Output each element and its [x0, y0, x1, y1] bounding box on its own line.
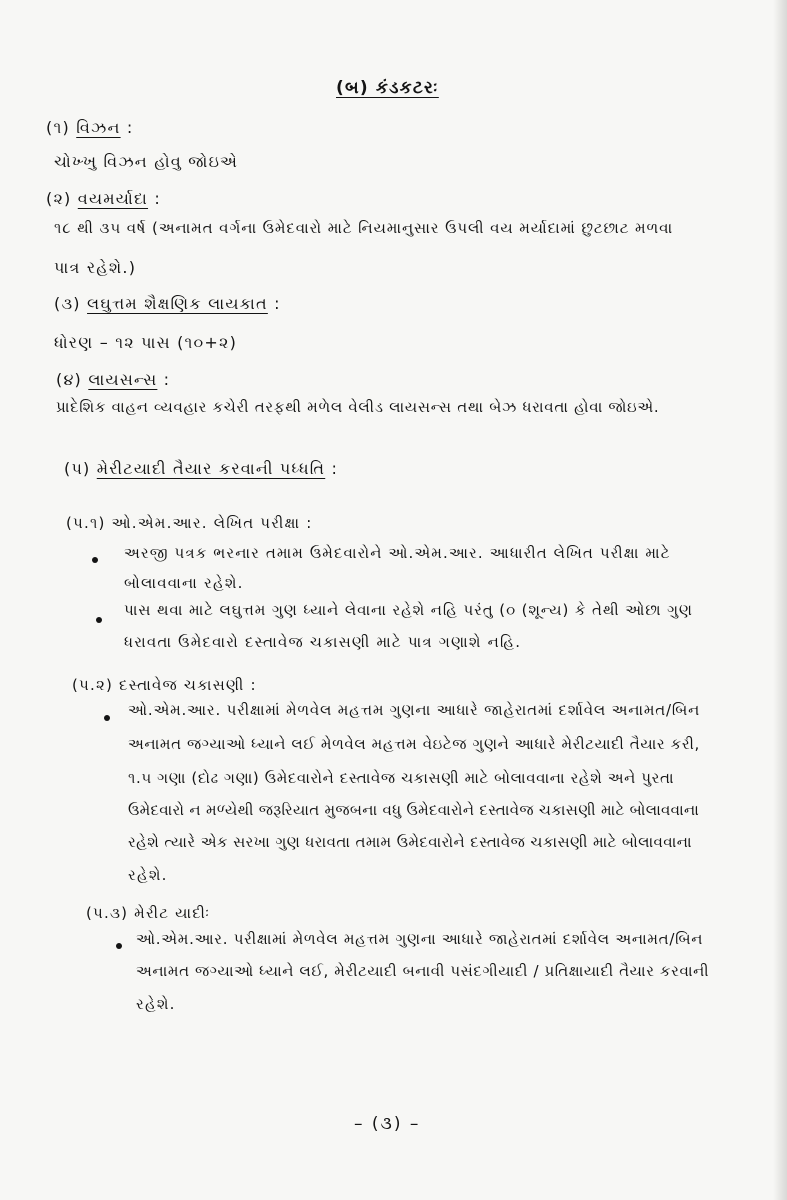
subsection-5-3-line-3: રહેશે.	[136, 995, 176, 1013]
bullet-5-1-b	[96, 617, 102, 623]
subsection-5-2-line-4: ઉમેદવારો ન મળ્યેથી જરૂરિયાત મુજબના વધુ ઉમેદવારોને દસ્તાવેજ ચકાસણી માટે બોલાવવાના	[128, 801, 700, 819]
section-1-number: (૧)	[46, 118, 70, 137]
bullet-5-3	[116, 943, 122, 949]
subsection-5-2-label: (પ.૨) દસ્તાવેજ ચકાસણી :	[72, 676, 257, 694]
subsection-5-1-bullet-2-line-1: પાસ થવા માટે લઘુત્તમ ગુણ ધ્યાને લેવાના રહેશે નહિ પરંતુ (૦ (શૂન્ય) કે તેથી ઓછા ગુણ	[124, 601, 693, 619]
subsection-5-3-label: (પ.૩) મેરીટ યાદીઃ	[86, 904, 211, 922]
section-5-colon: :	[331, 459, 339, 478]
section-4-colon: :	[163, 370, 171, 389]
section-2-heading	[46, 189, 161, 209]
bullet-5-2	[104, 715, 110, 721]
section-4-number: (૪)	[56, 370, 83, 389]
section-2-body-line-1: ૧૮ થી ૩૫ વર્ષ (અનામત વર્ગના ઉમેદવારો માટે નિયમાનુસાર ઉપલી વય મર્યાદામાં છુટછાટ મળવા	[54, 219, 674, 237]
section-5-heading	[64, 459, 338, 479]
page-number: – (૩) –	[354, 1114, 421, 1134]
subsection-5-2-line-1: ઓ.એમ.આર. પરીક્ષામાં મેળવેલ મહત્તમ ગુણના આધારે જાહેરાતમાં દર્શાવેલ અનામત/બિન	[128, 701, 701, 719]
subsection-5-2-line-2: અનામત જગ્યાઓ ધ્યાને લઈ મેળવેલ મહત્તમ વેઇટેજ ગુણને આધારે મેરીટયાદી તૈયાર કરી,	[128, 735, 700, 753]
section-3-heading	[54, 294, 281, 314]
section-3-colon: :	[274, 294, 281, 313]
subsection-5-2-line-5: રહેશે ત્યારે એક સરખા ગુણ ધરાવતા તમામ ઉમેદવારોને દસ્તાવેજ ચકાસણી માટે બોલાવવાના	[128, 833, 692, 851]
subsection-5-1-bullet-1-line-1: અરજી પત્રક ભરનાર તમામ ઉમેદવારોને ઓ.એમ.આર. આધારીત લેખિત પરીક્ષા માટે	[124, 544, 671, 562]
section-1-heading	[46, 118, 134, 138]
page-title: (બ) કંડકટરઃ	[336, 78, 439, 98]
section-2-colon: :	[154, 189, 161, 208]
section-3-number: (૩)	[54, 294, 81, 313]
section-1-body: ચોખ્ખુ વિઝન હોવુ જોઇએ	[54, 152, 239, 171]
section-5-title: મેરીટયાદી તૈયાર કરવાની પધ્ધતિ	[96, 459, 326, 478]
page-edge-shadow	[773, 0, 787, 1200]
subsection-5-2-line-3: ૧.૫ ગણા (દોઢ ગણા) ઉમેદવારોને દસ્તાવેજ ચકાસણી માટે બોલાવવાના રહેશે અને પુરતા	[128, 769, 675, 787]
subsection-5-1-bullet-1-line-2: બોલાવવાના રહેશે.	[124, 574, 244, 592]
section-2-number: (૨)	[46, 189, 72, 208]
subsection-5-1-bullet-2-line-2: ધરાવતા ઉમેદવારો દસ્તાવેજ ચકાસણી માટે પાત્ર ગણાશે નહિ.	[124, 633, 522, 651]
section-5-number: (પ)	[64, 459, 91, 478]
section-2-body-line-2: પાત્ર રહેશે.)	[54, 258, 137, 277]
section-1-title: વિઝન	[76, 118, 121, 137]
section-4-body: પ્રાદેશિક વાહન વ્યવહાર કચેરી તરફથી મળેલ વેલીડ લાયસન્સ તથા બેઝ ધરાવતા હોવા જોઇએ.	[56, 398, 660, 416]
subsection-5-1-label: (પ.૧) ઓ.એમ.આર. લેખિત પરીક્ષા :	[66, 514, 313, 532]
section-2-title: વયમર્યાદા	[77, 189, 149, 208]
subsection-5-2-line-6: રહેશે.	[128, 866, 168, 884]
bullet-5-1-a	[92, 557, 98, 563]
section-4-heading	[56, 370, 170, 390]
section-4-title: લાયસન્સ	[88, 370, 158, 389]
section-3-title: લઘુત્તમ શૈક્ષણિક લાયકાત	[87, 294, 268, 313]
subsection-5-3-line-1: ઓ.એમ.આર. પરીક્ષામાં મેળવેલ મહત્તમ ગુણના આધારે જાહેરાતમાં દર્શાવેલ અનામત/બિન	[136, 930, 704, 948]
section-1-colon: :	[126, 118, 134, 137]
section-3-body: ધોરણ – ૧૨ પાસ (૧૦+૨)	[54, 333, 238, 352]
subsection-5-3-line-2: અનામત જગ્યાઓ ધ્યાને લઈ, મેરીટયાદી બનાવી પસંદગીયાદી / પ્રતિક્ષાયાદી તૈયાર કરવાની	[136, 962, 710, 980]
